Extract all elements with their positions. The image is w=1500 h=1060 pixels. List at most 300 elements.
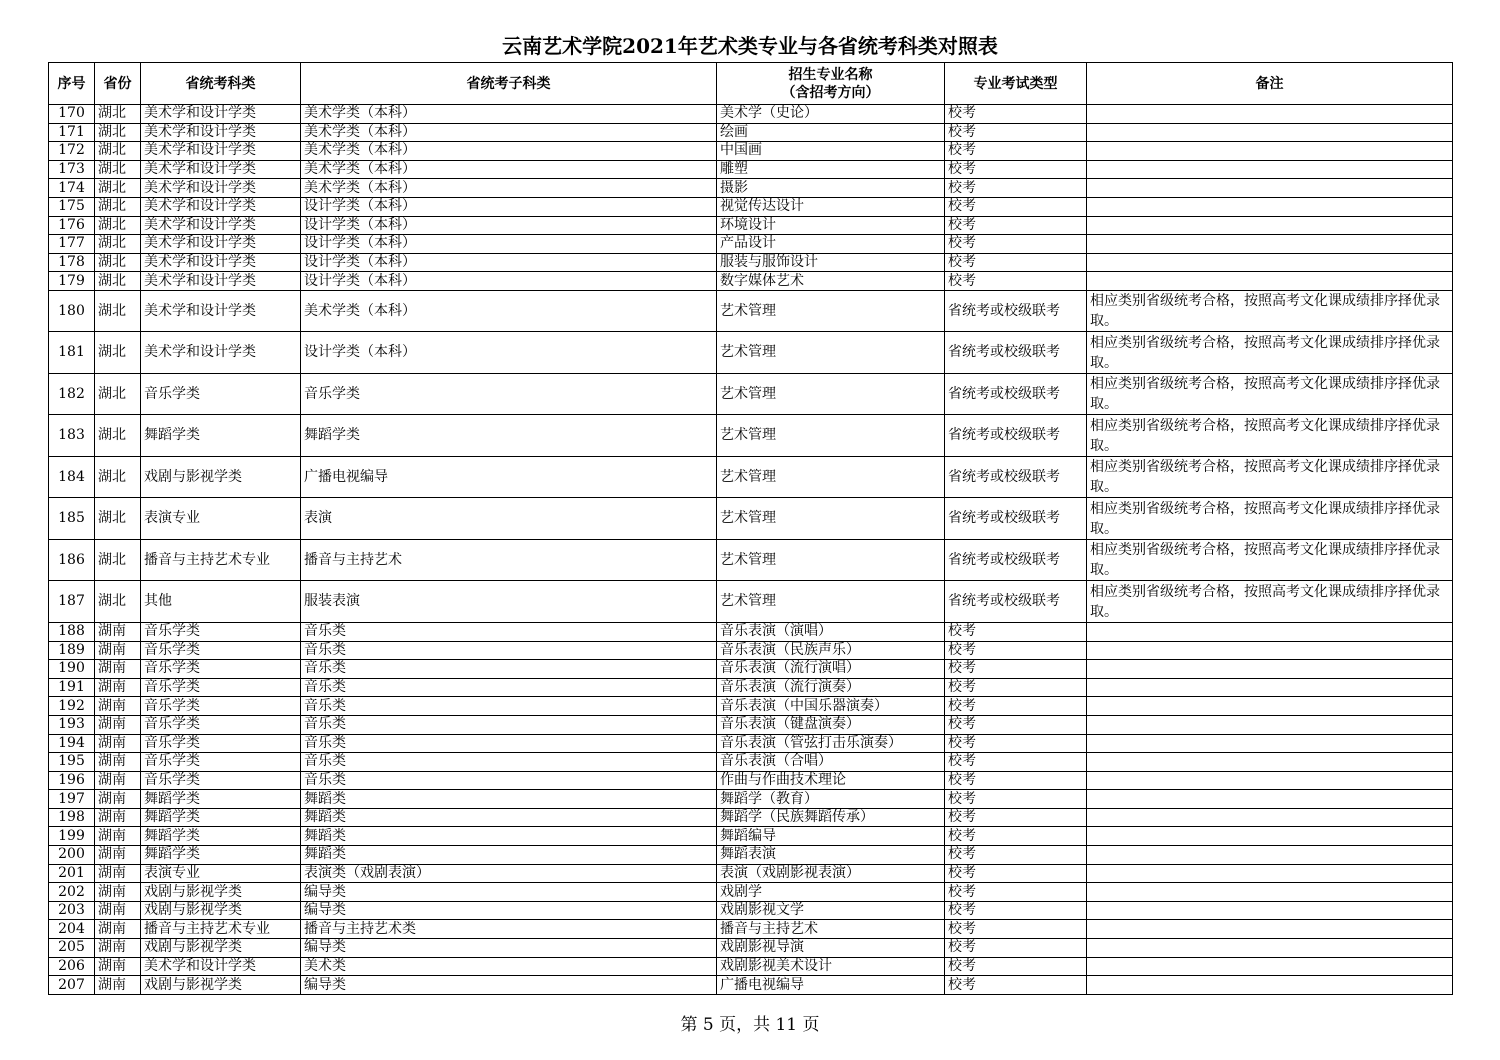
cell-subcategory: 美术学类（本科） [301, 179, 717, 198]
cell-exam-type: 省统考或校级联考 [945, 498, 1087, 540]
cell-major: 绘画 [717, 123, 945, 142]
cell-category: 美术学和设计学类 [141, 197, 301, 216]
cell-major: 表演（戏剧影视表演） [717, 864, 945, 883]
cell-note [1087, 197, 1453, 216]
cell-category: 舞蹈学类 [141, 790, 301, 809]
cell-note [1087, 808, 1453, 827]
cell-major: 艺术管理 [717, 373, 945, 415]
cell-subcategory: 音乐类 [301, 622, 717, 641]
cell-province: 湖北 [95, 290, 141, 332]
cell-seq: 202 [49, 883, 95, 902]
cell-subcategory: 设计学类（本科） [301, 272, 717, 291]
cell-seq: 193 [49, 715, 95, 734]
table-row [49, 808, 1453, 827]
cell-province: 湖北 [95, 498, 141, 540]
cell-major: 艺术管理 [717, 456, 945, 498]
cell-major: 服装与服饰设计 [717, 253, 945, 272]
cell-note [1087, 901, 1453, 920]
table-row [49, 216, 1453, 235]
cell-subcategory: 美术学类（本科） [301, 142, 717, 161]
cell-province: 湖南 [95, 715, 141, 734]
table-row [49, 197, 1453, 216]
cell-exam-type: 校考 [945, 160, 1087, 179]
table-body [49, 105, 1453, 995]
table-row [49, 373, 1453, 415]
cell-province: 湖北 [95, 160, 141, 179]
cell-subcategory: 编导类 [301, 976, 717, 995]
cell-subcategory: 音乐学类 [301, 373, 717, 415]
cell-seq: 179 [49, 272, 95, 291]
cell-category: 美术学和设计学类 [141, 123, 301, 142]
cell-seq: 184 [49, 456, 95, 498]
table-row [49, 272, 1453, 291]
cell-category: 表演专业 [141, 498, 301, 540]
cell-major: 音乐表演（流行演唱） [717, 660, 945, 679]
cell-exam-type: 校考 [945, 253, 1087, 272]
cell-seq: 196 [49, 771, 95, 790]
cell-note: 相应类别省级统考合格，按照高考文化课成绩排序择优录取。 [1087, 415, 1453, 457]
cell-subcategory: 音乐类 [301, 771, 717, 790]
cell-seq: 187 [49, 581, 95, 623]
cell-category: 美术学和设计学类 [141, 179, 301, 198]
table-row [49, 753, 1453, 772]
header-seq: 序号 [49, 63, 95, 105]
cell-exam-type: 校考 [945, 235, 1087, 254]
table-row [49, 846, 1453, 865]
table-row [49, 957, 1453, 976]
cell-note: 相应类别省级统考合格，按照高考文化课成绩排序择优录取。 [1087, 539, 1453, 581]
header-subcategory: 省统考子科类 [301, 63, 717, 105]
table-row [49, 332, 1453, 374]
cell-exam-type: 校考 [945, 105, 1087, 124]
cell-exam-type: 校考 [945, 864, 1087, 883]
cell-subcategory: 音乐类 [301, 715, 717, 734]
cell-exam-type: 校考 [945, 957, 1087, 976]
cell-category: 美术学和设计学类 [141, 332, 301, 374]
table-row [49, 253, 1453, 272]
cell-province: 湖南 [95, 808, 141, 827]
cell-category: 美术学和设计学类 [141, 253, 301, 272]
cell-exam-type: 校考 [945, 790, 1087, 809]
cell-note [1087, 123, 1453, 142]
cell-major: 舞蹈表演 [717, 846, 945, 865]
cell-note: 相应类别省级统考合格，按照高考文化课成绩排序择优录取。 [1087, 373, 1453, 415]
cell-exam-type: 校考 [945, 641, 1087, 660]
cell-seq: 172 [49, 142, 95, 161]
table-row [49, 581, 1453, 623]
header-exam-type: 专业考试类型 [945, 63, 1087, 105]
cell-exam-type: 校考 [945, 734, 1087, 753]
table-row [49, 160, 1453, 179]
cell-exam-type: 校考 [945, 827, 1087, 846]
cell-note: 相应类别省级统考合格，按照高考文化课成绩排序择优录取。 [1087, 290, 1453, 332]
table-row [49, 123, 1453, 142]
cell-note [1087, 142, 1453, 161]
cell-category: 音乐学类 [141, 753, 301, 772]
cell-category: 音乐学类 [141, 697, 301, 716]
cell-category: 美术学和设计学类 [141, 105, 301, 124]
cell-province: 湖南 [95, 678, 141, 697]
cell-category: 音乐学类 [141, 734, 301, 753]
cell-subcategory: 音乐类 [301, 678, 717, 697]
cell-subcategory: 编导类 [301, 901, 717, 920]
cell-subcategory: 舞蹈类 [301, 827, 717, 846]
cell-major: 摄影 [717, 179, 945, 198]
cell-province: 湖南 [95, 957, 141, 976]
cell-note [1087, 160, 1453, 179]
table-row [49, 641, 1453, 660]
table-row [49, 678, 1453, 697]
cell-province: 湖南 [95, 827, 141, 846]
cell-seq: 176 [49, 216, 95, 235]
cell-seq: 183 [49, 415, 95, 457]
cell-major: 音乐表演（演唱） [717, 622, 945, 641]
cell-seq: 198 [49, 808, 95, 827]
cell-province: 湖南 [95, 660, 141, 679]
cell-note [1087, 216, 1453, 235]
cell-province: 湖北 [95, 581, 141, 623]
cell-seq: 195 [49, 753, 95, 772]
table-row [49, 901, 1453, 920]
cell-note [1087, 827, 1453, 846]
cell-subcategory: 设计学类（本科） [301, 332, 717, 374]
cell-major: 产品设计 [717, 235, 945, 254]
cell-exam-type: 校考 [945, 216, 1087, 235]
cell-seq: 189 [49, 641, 95, 660]
cell-exam-type: 校考 [945, 846, 1087, 865]
cell-major: 数字媒体艺术 [717, 272, 945, 291]
cell-major: 美术学（史论） [717, 105, 945, 124]
cell-category: 美术学和设计学类 [141, 160, 301, 179]
cell-seq: 175 [49, 197, 95, 216]
cell-category: 戏剧与影视学类 [141, 883, 301, 902]
cell-major: 音乐表演（键盘演奏） [717, 715, 945, 734]
cell-exam-type: 校考 [945, 678, 1087, 697]
cell-major: 播音与主持艺术 [717, 920, 945, 939]
cell-note [1087, 253, 1453, 272]
cell-province: 湖北 [95, 253, 141, 272]
cell-subcategory: 设计学类（本科） [301, 197, 717, 216]
cell-seq: 192 [49, 697, 95, 716]
cell-note [1087, 715, 1453, 734]
cell-subcategory: 编导类 [301, 939, 717, 958]
cell-note [1087, 697, 1453, 716]
cell-seq: 201 [49, 864, 95, 883]
cell-subcategory: 舞蹈类 [301, 808, 717, 827]
cell-note: 相应类别省级统考合格，按照高考文化课成绩排序择优录取。 [1087, 498, 1453, 540]
cell-seq: 181 [49, 332, 95, 374]
cell-province: 湖北 [95, 456, 141, 498]
table-row [49, 415, 1453, 457]
cell-subcategory: 美术学类（本科） [301, 123, 717, 142]
cell-exam-type: 校考 [945, 920, 1087, 939]
cell-province: 湖南 [95, 790, 141, 809]
cell-note [1087, 105, 1453, 124]
cell-subcategory: 设计学类（本科） [301, 235, 717, 254]
cell-subcategory: 设计学类（本科） [301, 253, 717, 272]
table-row [49, 939, 1453, 958]
cell-major: 音乐表演（流行演奏） [717, 678, 945, 697]
cell-subcategory: 音乐类 [301, 753, 717, 772]
cell-category: 美术学和设计学类 [141, 290, 301, 332]
page-footer: 第 5 页，共 11 页 [680, 1015, 820, 1035]
table-row [49, 290, 1453, 332]
cell-major: 艺术管理 [717, 498, 945, 540]
table-row [49, 498, 1453, 540]
cell-note [1087, 272, 1453, 291]
table-row [49, 179, 1453, 198]
cell-category: 音乐学类 [141, 641, 301, 660]
cell-province: 湖南 [95, 976, 141, 995]
cell-note [1087, 622, 1453, 641]
cell-subcategory: 音乐类 [301, 697, 717, 716]
cell-province: 湖南 [95, 622, 141, 641]
cell-exam-type: 校考 [945, 622, 1087, 641]
cell-exam-type: 校考 [945, 939, 1087, 958]
table-row [49, 771, 1453, 790]
cell-province: 湖北 [95, 272, 141, 291]
cell-major: 广播电视编导 [717, 976, 945, 995]
cell-subcategory: 舞蹈类 [301, 790, 717, 809]
cell-note [1087, 753, 1453, 772]
cell-seq: 174 [49, 179, 95, 198]
cell-category: 播音与主持艺术专业 [141, 920, 301, 939]
cell-note [1087, 846, 1453, 865]
cell-note: 相应类别省级统考合格，按照高考文化课成绩排序择优录取。 [1087, 456, 1453, 498]
header-major [717, 63, 945, 105]
cell-major: 舞蹈学（民族舞蹈传承） [717, 808, 945, 827]
cell-seq: 173 [49, 160, 95, 179]
cell-province: 湖南 [95, 920, 141, 939]
cell-subcategory: 美术学类（本科） [301, 160, 717, 179]
cell-exam-type: 校考 [945, 976, 1087, 995]
cell-major: 作曲与作曲技术理论 [717, 771, 945, 790]
cell-subcategory: 广播电视编导 [301, 456, 717, 498]
table-row [49, 142, 1453, 161]
cell-note [1087, 641, 1453, 660]
header-category: 省统考科类 [141, 63, 301, 105]
cell-exam-type: 校考 [945, 715, 1087, 734]
cell-category: 音乐学类 [141, 373, 301, 415]
cell-note [1087, 939, 1453, 958]
cell-seq: 204 [49, 920, 95, 939]
cell-note [1087, 957, 1453, 976]
cell-major: 戏剧影视美术设计 [717, 957, 945, 976]
cell-major: 音乐表演（管弦打击乐演奏） [717, 734, 945, 753]
table-row [49, 456, 1453, 498]
cell-subcategory: 表演 [301, 498, 717, 540]
cell-province: 湖南 [95, 734, 141, 753]
cell-seq: 191 [49, 678, 95, 697]
cell-exam-type: 省统考或校级联考 [945, 415, 1087, 457]
cell-seq: 178 [49, 253, 95, 272]
cell-exam-type: 校考 [945, 808, 1087, 827]
cell-subcategory: 设计学类（本科） [301, 216, 717, 235]
cell-exam-type: 校考 [945, 142, 1087, 161]
table-row [49, 715, 1453, 734]
cell-province: 湖南 [95, 901, 141, 920]
cell-province: 湖北 [95, 216, 141, 235]
cell-major: 音乐表演（合唱） [717, 753, 945, 772]
cell-category: 戏剧与影视学类 [141, 976, 301, 995]
cell-province: 湖北 [95, 142, 141, 161]
cell-category: 音乐学类 [141, 622, 301, 641]
cell-subcategory: 美术学类（本科） [301, 290, 717, 332]
cell-category: 播音与主持艺术专业 [141, 539, 301, 581]
cell-province: 湖北 [95, 235, 141, 254]
cell-province: 湖北 [95, 332, 141, 374]
cell-exam-type: 省统考或校级联考 [945, 581, 1087, 623]
table-row [49, 976, 1453, 995]
table-row [49, 883, 1453, 902]
cell-major: 雕塑 [717, 160, 945, 179]
cell-category: 戏剧与影视学类 [141, 456, 301, 498]
cell-exam-type: 校考 [945, 123, 1087, 142]
cell-seq: 188 [49, 622, 95, 641]
cell-subcategory: 服装表演 [301, 581, 717, 623]
cell-category: 戏剧与影视学类 [141, 901, 301, 920]
header-province: 省份 [95, 63, 141, 105]
cell-note [1087, 734, 1453, 753]
cell-category: 其他 [141, 581, 301, 623]
cell-note [1087, 771, 1453, 790]
cell-major: 艺术管理 [717, 415, 945, 457]
cell-exam-type: 省统考或校级联考 [945, 373, 1087, 415]
cell-note [1087, 864, 1453, 883]
cell-seq: 185 [49, 498, 95, 540]
cell-province: 湖南 [95, 939, 141, 958]
cell-major: 艺术管理 [717, 581, 945, 623]
cell-seq: 203 [49, 901, 95, 920]
cell-major: 戏剧影视导演 [717, 939, 945, 958]
cell-seq: 182 [49, 373, 95, 415]
cell-exam-type: 省统考或校级联考 [945, 539, 1087, 581]
cell-note [1087, 179, 1453, 198]
cell-category: 美术学和设计学类 [141, 272, 301, 291]
cell-note: 相应类别省级统考合格，按照高考文化课成绩排序择优录取。 [1087, 581, 1453, 623]
header-major-line1: 招生专业名称 [788, 66, 873, 83]
table-row [49, 660, 1453, 679]
cell-province: 湖南 [95, 864, 141, 883]
table-row [49, 539, 1453, 581]
cell-major: 舞蹈编导 [717, 827, 945, 846]
cell-exam-type: 校考 [945, 883, 1087, 902]
table-row [49, 920, 1453, 939]
cell-category: 音乐学类 [141, 660, 301, 679]
cell-seq: 186 [49, 539, 95, 581]
cell-province: 湖南 [95, 846, 141, 865]
cell-exam-type: 校考 [945, 660, 1087, 679]
cell-note [1087, 920, 1453, 939]
cell-subcategory: 播音与主持艺术类 [301, 920, 717, 939]
cell-category: 音乐学类 [141, 715, 301, 734]
cell-note [1087, 976, 1453, 995]
cell-province: 湖北 [95, 539, 141, 581]
cell-seq: 197 [49, 790, 95, 809]
cell-seq: 194 [49, 734, 95, 753]
table-row [49, 697, 1453, 716]
cell-note [1087, 235, 1453, 254]
cell-note [1087, 790, 1453, 809]
page-title: 云南艺术学院2021年艺术类专业与各省统考科类对照表 [502, 34, 998, 58]
comparison-table [48, 62, 1453, 995]
cell-seq: 207 [49, 976, 95, 995]
cell-seq: 206 [49, 957, 95, 976]
cell-major: 戏剧学 [717, 883, 945, 902]
cell-seq: 170 [49, 105, 95, 124]
cell-exam-type: 校考 [945, 179, 1087, 198]
cell-exam-type: 校考 [945, 697, 1087, 716]
cell-subcategory: 音乐类 [301, 734, 717, 753]
cell-category: 舞蹈学类 [141, 846, 301, 865]
cell-major: 艺术管理 [717, 332, 945, 374]
cell-major: 视觉传达设计 [717, 197, 945, 216]
table-header-row [49, 63, 1453, 105]
table-row [49, 790, 1453, 809]
cell-province: 湖北 [95, 179, 141, 198]
cell-seq: 177 [49, 235, 95, 254]
cell-province: 湖北 [95, 123, 141, 142]
cell-exam-type: 校考 [945, 901, 1087, 920]
cell-category: 音乐学类 [141, 678, 301, 697]
cell-exam-type: 省统考或校级联考 [945, 456, 1087, 498]
table-row [49, 827, 1453, 846]
cell-seq: 205 [49, 939, 95, 958]
cell-category: 美术学和设计学类 [141, 142, 301, 161]
cell-seq: 180 [49, 290, 95, 332]
cell-category: 戏剧与影视学类 [141, 939, 301, 958]
cell-province: 湖南 [95, 771, 141, 790]
cell-category: 美术学和设计学类 [141, 957, 301, 976]
table-row [49, 734, 1453, 753]
cell-category: 舞蹈学类 [141, 808, 301, 827]
cell-exam-type: 校考 [945, 771, 1087, 790]
cell-subcategory: 播音与主持艺术 [301, 539, 717, 581]
cell-note [1087, 678, 1453, 697]
cell-exam-type: 校考 [945, 753, 1087, 772]
cell-province: 湖北 [95, 415, 141, 457]
cell-seq: 199 [49, 827, 95, 846]
table-row [49, 864, 1453, 883]
cell-exam-type: 校考 [945, 272, 1087, 291]
cell-seq: 171 [49, 123, 95, 142]
cell-major: 中国画 [717, 142, 945, 161]
cell-category: 美术学和设计学类 [141, 216, 301, 235]
cell-category: 表演专业 [141, 864, 301, 883]
cell-note: 相应类别省级统考合格，按照高考文化课成绩排序择优录取。 [1087, 332, 1453, 374]
cell-province: 湖南 [95, 641, 141, 660]
cell-subcategory: 音乐类 [301, 641, 717, 660]
cell-subcategory: 舞蹈类 [301, 846, 717, 865]
cell-category: 音乐学类 [141, 771, 301, 790]
cell-subcategory: 表演类（戏剧表演） [301, 864, 717, 883]
cell-note [1087, 660, 1453, 679]
header-note: 备注 [1087, 63, 1453, 105]
cell-province: 湖南 [95, 697, 141, 716]
cell-major: 艺术管理 [717, 539, 945, 581]
cell-province: 湖北 [95, 373, 141, 415]
cell-exam-type: 省统考或校级联考 [945, 332, 1087, 374]
cell-province: 湖南 [95, 883, 141, 902]
cell-note [1087, 883, 1453, 902]
table-row [49, 235, 1453, 254]
cell-major: 戏剧影视文学 [717, 901, 945, 920]
cell-seq: 200 [49, 846, 95, 865]
cell-province: 湖南 [95, 753, 141, 772]
header-major-line2: （含招考方向） [781, 84, 880, 101]
cell-subcategory: 音乐类 [301, 660, 717, 679]
table-row [49, 622, 1453, 641]
